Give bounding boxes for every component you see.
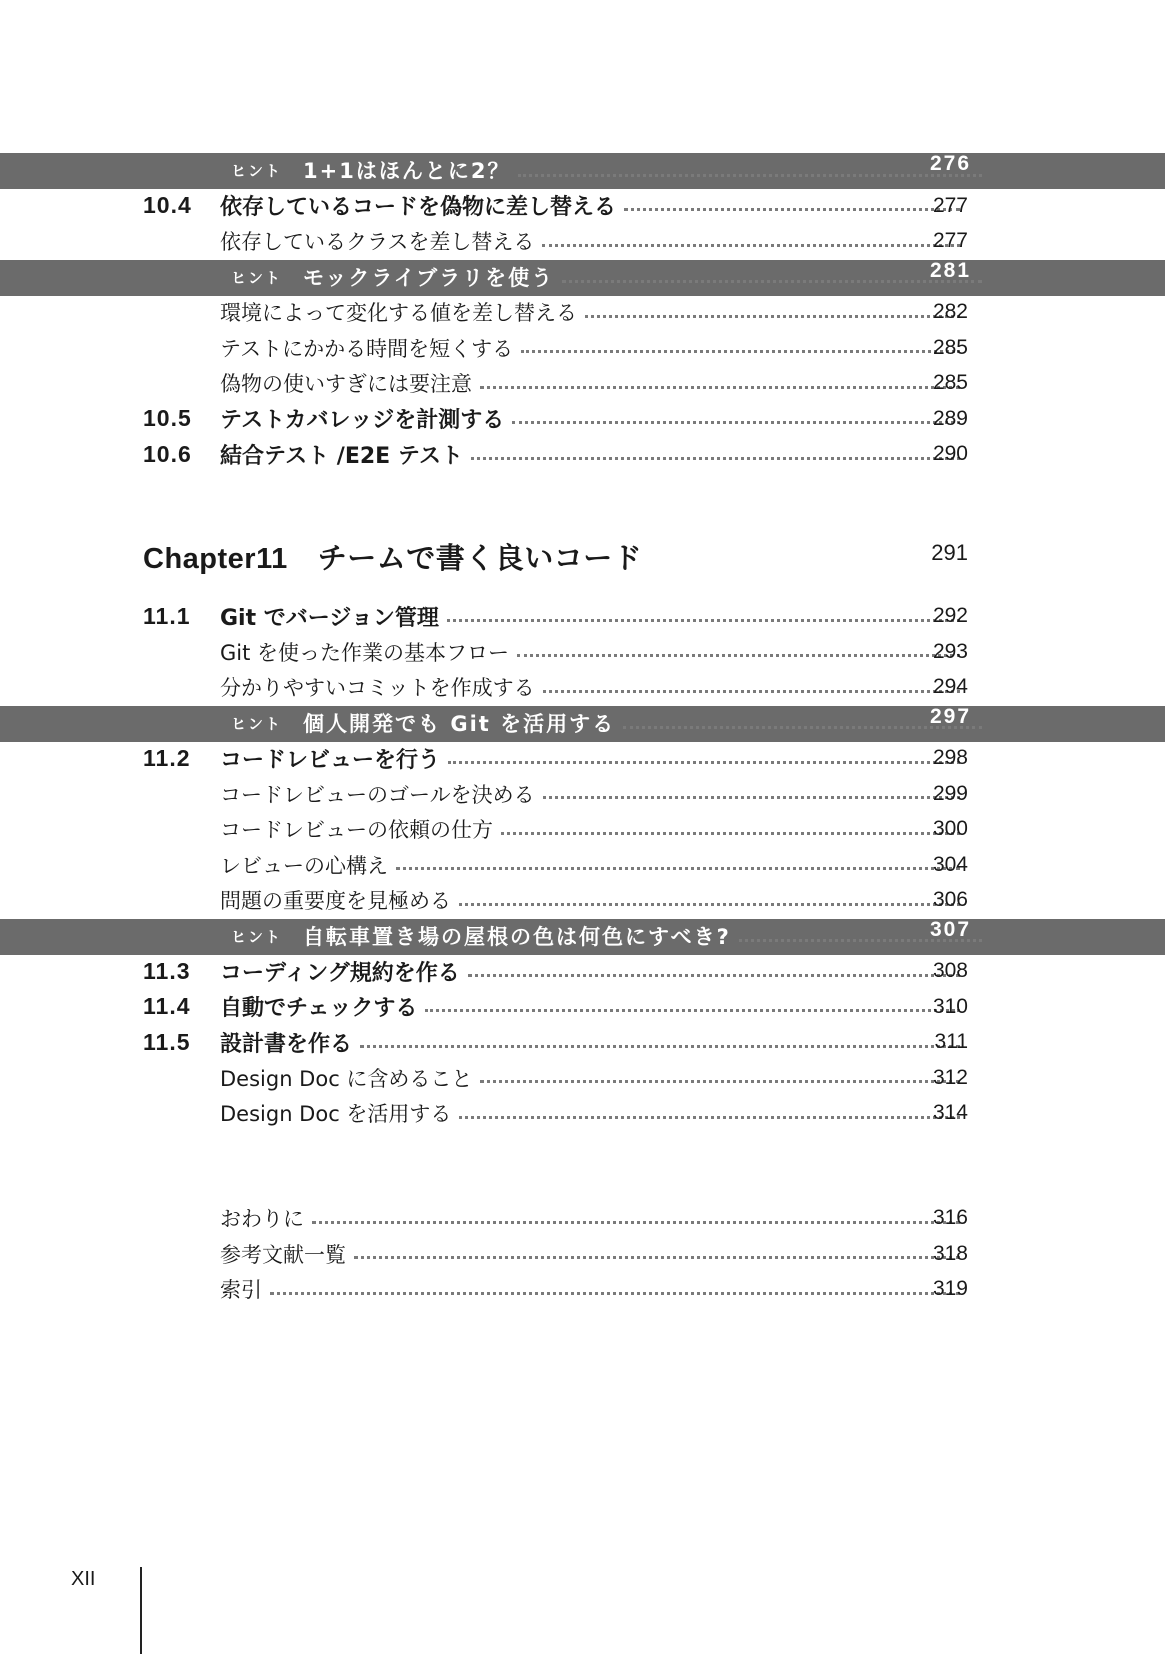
entry-text xyxy=(220,954,968,988)
entry-text xyxy=(220,402,968,436)
entry-text xyxy=(220,437,968,471)
dot-leader xyxy=(521,350,960,353)
section-number: 11.3 xyxy=(143,957,191,984)
page-number: 277 xyxy=(932,193,968,217)
dot-leader xyxy=(447,619,960,622)
entry-text xyxy=(220,224,968,258)
section-number: 10.6 xyxy=(143,440,192,467)
page-number: 316 xyxy=(932,1206,968,1229)
section-number: 11.4 xyxy=(143,993,191,1019)
dot-leader xyxy=(543,796,960,799)
page-number: 277 xyxy=(932,229,968,252)
dot-leader xyxy=(624,208,960,211)
entry-title: 索引 xyxy=(220,1278,262,1302)
entry-text xyxy=(220,1272,968,1306)
hint-badge: ヒント xyxy=(220,926,293,948)
dot-leader xyxy=(517,654,960,657)
page-number: 285 xyxy=(932,371,968,394)
page-number: 314 xyxy=(932,1101,968,1124)
entry-text xyxy=(220,670,968,704)
entry-text xyxy=(220,812,968,846)
dot-leader xyxy=(562,280,982,283)
entry-title: 1+1はほんとに2？ xyxy=(303,159,511,183)
toc-entry[interactable] xyxy=(0,331,1165,365)
entry-title: 結合テスト /E2E テスト xyxy=(220,443,463,469)
toc-entry[interactable] xyxy=(0,1025,1165,1059)
entry-text xyxy=(220,1061,968,1095)
entry-text xyxy=(220,635,968,669)
entry-title: 依存しているコードを偽物に差し替える xyxy=(220,195,617,220)
entry-title: 問題の重要度を見極める xyxy=(220,889,451,913)
entry-text xyxy=(220,331,968,365)
section-number: 10.5 xyxy=(143,405,192,431)
folio-page-number: XII xyxy=(71,1568,96,1590)
entry-title: 参考文献一覧 xyxy=(220,1242,346,1267)
dot-leader xyxy=(354,1256,960,1259)
toc-entry[interactable] xyxy=(0,883,1165,917)
toc-entry[interactable] xyxy=(0,706,1165,742)
entry-title: コードレビューのゴールを決める xyxy=(220,782,535,807)
dot-leader xyxy=(480,1080,960,1083)
entry-text xyxy=(220,295,968,329)
page-number: 312 xyxy=(932,1065,968,1089)
entry-title: 環境によって変化する値を差し替える xyxy=(220,301,577,325)
entry-title: 自転車置き場の屋根の色は何色にすべき? xyxy=(303,924,731,949)
page-number: 300 xyxy=(932,817,968,840)
page-number: 285 xyxy=(932,335,968,359)
dot-leader xyxy=(585,315,960,318)
entry-text xyxy=(220,599,968,633)
entry-text xyxy=(220,990,968,1024)
toc-entry[interactable] xyxy=(0,954,1165,988)
toc-entry[interactable] xyxy=(0,153,1165,189)
entry-text xyxy=(220,883,968,917)
page-number: 290 xyxy=(932,442,968,465)
page-number: 276 xyxy=(930,152,972,175)
entry-title: 分かりやすいコミットを作成する xyxy=(220,676,535,700)
entry-title: Git でバージョン管理 xyxy=(220,605,439,631)
entry-title: Design Doc に含めること xyxy=(220,1066,473,1091)
dot-leader xyxy=(518,174,982,177)
entry-title: コードレビューの依頼の仕方 xyxy=(220,818,493,842)
page-number: 299 xyxy=(932,781,968,805)
page-number: 281 xyxy=(930,258,972,282)
hint-badge: ヒント xyxy=(220,160,293,182)
toc-entry[interactable] xyxy=(0,295,1165,329)
entry-text xyxy=(220,1201,968,1235)
toc-entry[interactable] xyxy=(0,1272,1165,1306)
entry-title: 個人開発でも Git を活用する xyxy=(303,711,616,736)
entry-text xyxy=(220,777,968,811)
dot-leader xyxy=(360,1045,960,1048)
entry-title: Design Doc を活用する xyxy=(220,1102,452,1126)
toc-entry[interactable] xyxy=(0,437,1165,471)
toc-entry[interactable] xyxy=(0,1096,1165,1130)
page-number: 311 xyxy=(934,1030,968,1053)
dot-leader xyxy=(270,1292,960,1295)
toc-entry[interactable] xyxy=(0,189,1165,223)
section-number: 10.4 xyxy=(143,192,192,218)
toc-entry[interactable] xyxy=(0,260,1165,296)
section-number: 11.2 xyxy=(143,744,191,771)
dot-leader xyxy=(425,1009,960,1012)
dot-leader xyxy=(542,244,960,247)
page-number: 294 xyxy=(932,675,968,698)
toc-entry[interactable] xyxy=(0,1237,1165,1271)
dot-leader xyxy=(480,386,960,389)
chapter-title: チームで書く良いコード xyxy=(317,543,643,575)
entry-text xyxy=(220,1025,968,1059)
dot-leader xyxy=(448,761,960,764)
toc-entry[interactable] xyxy=(0,366,1165,400)
toc-entry[interactable] xyxy=(0,848,1165,882)
entry-title: レビューの心構え xyxy=(220,853,388,878)
dot-leader xyxy=(623,726,982,729)
toc-entry[interactable] xyxy=(0,224,1165,258)
entry-title: コードレビューを行う xyxy=(220,747,441,773)
entry-text xyxy=(220,1096,968,1130)
page-number: 318 xyxy=(932,1241,968,1265)
toc-entry[interactable] xyxy=(0,777,1165,811)
dot-leader xyxy=(468,974,960,977)
page-number: 292 xyxy=(932,604,968,627)
hint-badge: ヒント xyxy=(220,267,293,289)
page-number: 289 xyxy=(932,406,968,430)
entry-text xyxy=(220,154,990,188)
page-number: 297 xyxy=(930,704,972,728)
page-number: 304 xyxy=(932,852,968,876)
entry-title: 設計書を作る xyxy=(220,1031,353,1057)
entry-text xyxy=(220,917,990,954)
toc-entry[interactable] xyxy=(0,919,1165,955)
toc-entry[interactable] xyxy=(0,812,1165,846)
dot-leader xyxy=(501,832,960,835)
toc-entry[interactable] xyxy=(0,402,1165,436)
page-number: 307 xyxy=(930,917,972,941)
page-number: 319 xyxy=(932,1277,968,1300)
toc-entry[interactable] xyxy=(0,670,1165,704)
chapter-page-number: 291 xyxy=(931,540,968,565)
section-number: 11.1 xyxy=(143,602,191,629)
entry-text xyxy=(220,741,968,775)
dot-leader xyxy=(543,690,960,693)
hint-badge: ヒント xyxy=(220,713,293,735)
page-number: 282 xyxy=(932,300,968,323)
section-number: 11.5 xyxy=(143,1028,191,1055)
entry-text xyxy=(220,1237,968,1271)
entry-title: Git を使った作業の基本フロー xyxy=(220,640,510,665)
entry-title: 依存しているクラスを差し替える xyxy=(220,230,535,254)
dot-leader xyxy=(471,457,960,460)
folio-rule xyxy=(140,1567,142,1654)
entry-text xyxy=(220,848,968,882)
entry-title: モックライブラリを使う xyxy=(303,265,555,290)
page-number: 306 xyxy=(932,888,968,911)
toc-entry[interactable] xyxy=(0,741,1165,775)
dot-leader xyxy=(459,903,960,906)
toc-entry[interactable] xyxy=(0,599,1165,633)
page-number: 310 xyxy=(932,994,968,1018)
toc-entry[interactable] xyxy=(0,1201,1165,1235)
entry-title: 自動でチェックする xyxy=(220,996,418,1021)
entry-title: テストカバレッジを計測する xyxy=(220,408,505,433)
entry-text xyxy=(220,366,968,400)
dot-leader xyxy=(512,421,960,424)
toc-entry[interactable] xyxy=(0,1061,1165,1095)
page-number: 293 xyxy=(932,639,968,663)
toc-entry[interactable] xyxy=(0,990,1165,1024)
chapter-heading[interactable] xyxy=(143,536,642,577)
dot-leader xyxy=(312,1221,960,1224)
page-number: 298 xyxy=(932,746,968,769)
entry-text xyxy=(220,258,990,295)
entry-title: コーディング規約を作る xyxy=(220,960,460,986)
page-number: 308 xyxy=(932,959,968,982)
entry-text xyxy=(220,189,968,223)
entry-title: 偽物の使いすぎには要注意 xyxy=(220,372,472,396)
chapter-label: Chapter11 xyxy=(143,543,288,575)
entry-title: おわりに xyxy=(220,1207,304,1231)
dot-leader xyxy=(396,867,960,870)
entry-text xyxy=(220,704,990,741)
entry-title: テストにかかる時間を短くする xyxy=(220,336,514,361)
dot-leader xyxy=(459,1116,960,1119)
toc-entry[interactable] xyxy=(0,635,1165,669)
